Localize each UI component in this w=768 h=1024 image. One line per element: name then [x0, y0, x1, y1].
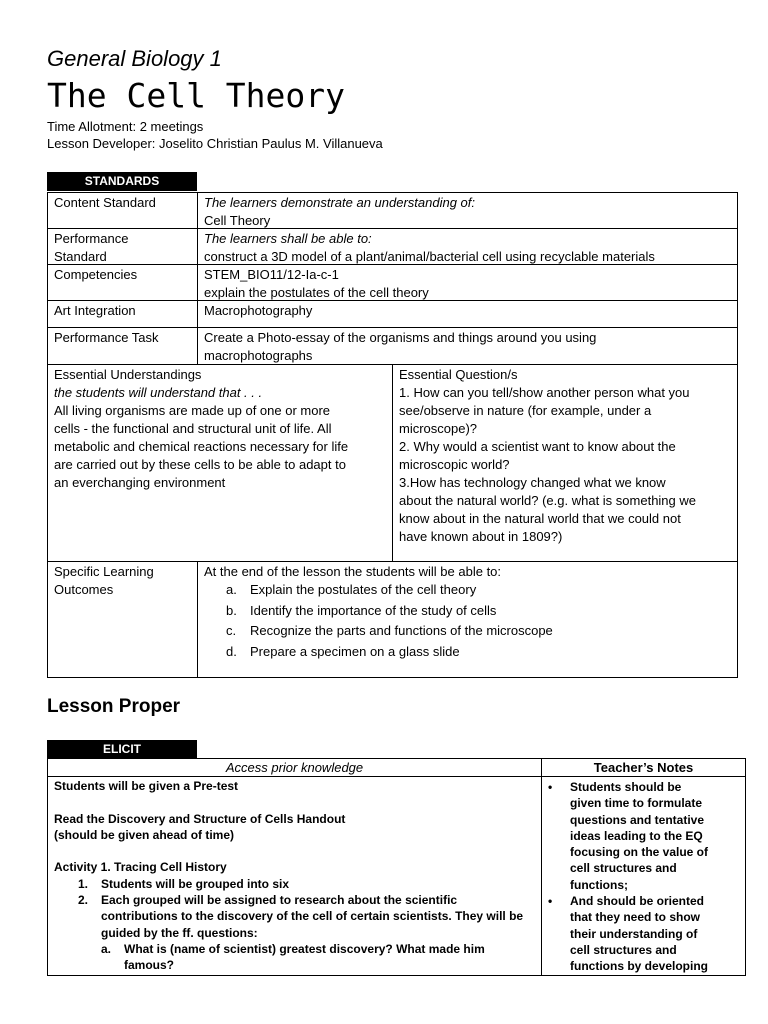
note-line: ideas leading to the EQ	[570, 828, 703, 843]
elicit-heading: ELICIT	[47, 740, 197, 759]
content-standard-value-cell	[197, 192, 738, 229]
teachers-notes-header: Teacher’s Notes	[541, 758, 746, 777]
competencies-label: Competencies	[54, 267, 138, 282]
teachers-notes-cell	[541, 776, 746, 976]
list-marker: 1.	[78, 876, 89, 891]
note-line: And should be oriented	[570, 894, 704, 909]
list-item	[546, 779, 741, 893]
eu-line: are carried out by these cells to be able to adapt to	[54, 457, 346, 472]
note-line: cell structures and	[570, 861, 677, 876]
note-line: cell structures and	[570, 942, 677, 957]
essential-understandings-label: Essential Understandings	[54, 367, 202, 382]
list-text: Identify the importance of the study of cells	[250, 602, 497, 618]
handout-note: (should be given ahead of time)	[54, 827, 235, 842]
eq-line: 1. How can you tell/show another person what you	[399, 385, 690, 400]
page-title: The Cell Theory	[47, 76, 346, 115]
lesson-developer: Lesson Developer: Joselito Christian Paulus M. Villanueva	[47, 136, 383, 151]
learning-outcomes-label-1: Specific Learning	[54, 564, 154, 579]
list-text: Recognize the parts and functions of the microscope	[250, 623, 553, 638]
list-item	[204, 602, 731, 623]
eq-line: microscope)?	[399, 421, 478, 436]
list-marker: b.	[226, 602, 237, 618]
list-marker: d.	[226, 643, 237, 659]
content-standard-label-cell	[47, 192, 198, 229]
list-item	[54, 876, 535, 892]
competencies-text: explain the postulates of the cell theory	[204, 285, 429, 300]
note-line: focusing on the value of	[570, 845, 709, 860]
performance-standard-label-2: Standard	[54, 249, 107, 264]
essential-questions-label: Essential Question/s	[399, 367, 518, 382]
content-standard-label: Content Standard	[54, 195, 156, 210]
list-text: Students will be grouped into six	[101, 876, 290, 891]
list-text: Each grouped will be assigned to research about the scientific	[101, 893, 458, 908]
list-item	[54, 892, 535, 941]
list-text: contributions to the discovery of the cell of certain scientists. They will be	[101, 909, 524, 924]
essential-understandings-cell	[47, 364, 393, 562]
list-marker: c.	[226, 623, 237, 638]
note-line: Students should be	[570, 780, 682, 794]
competencies-label-cell	[47, 264, 198, 301]
performance-task-value-cell	[197, 327, 738, 365]
subject-title: General Biology 1	[47, 46, 222, 71]
art-integration-label: Art Integration	[54, 303, 136, 318]
performance-standard-label-1: Performance	[54, 231, 129, 246]
art-integration-text: Macrophotography	[204, 303, 313, 318]
competencies-value-cell	[197, 264, 738, 301]
content-standard-intro: The learners demonstrate an understanding of:	[204, 195, 476, 210]
note-line: given time to formulate	[570, 796, 703, 811]
learning-outcomes-label-2: Outcomes	[54, 582, 114, 597]
bullet-icon: •	[548, 780, 553, 794]
performance-task-label-cell	[47, 327, 198, 365]
note-line: their understanding of	[570, 926, 698, 941]
art-integration-value-cell	[197, 300, 738, 328]
pretest-line: Students will be given a Pre-test	[54, 779, 239, 793]
eq-line: know about in the natural world that we could not	[399, 511, 681, 526]
eq-line: have known about in 1809?)	[399, 529, 563, 544]
essential-understandings-intro: the students will understand that . . .	[54, 385, 263, 400]
content-standard-text: Cell Theory	[204, 213, 271, 228]
list-marker: 2.	[78, 893, 89, 908]
note-line: that they need to show	[570, 910, 701, 925]
list-text: Explain the postulates of the cell theory	[250, 582, 477, 597]
eu-line: cells - the functional and structural unit of life. All	[54, 421, 332, 436]
learning-outcomes-intro: At the end of the lesson the students will be able to:	[204, 564, 502, 579]
eq-line: about the natural world? (e.g. what is something we	[399, 493, 697, 508]
note-line: functions by developing	[570, 959, 709, 974]
list-item	[546, 893, 741, 974]
list-item	[54, 941, 535, 974]
learning-outcomes-value-cell	[197, 561, 738, 678]
art-integration-label-cell	[47, 300, 198, 328]
list-marker: a.	[101, 941, 112, 956]
lesson-proper-heading: Lesson Proper	[47, 696, 181, 717]
list-text: famous?	[124, 958, 175, 973]
eu-line: an everchanging environment	[54, 475, 226, 490]
competencies-code: STEM_BIO11/12-Ia-c-1	[204, 267, 339, 282]
activity-title: Activity 1. Tracing Cell History	[54, 860, 227, 875]
bullet-icon: •	[548, 894, 553, 909]
eq-line: 2. Why would a scientist want to know about the	[399, 439, 676, 454]
list-text: What is (name of scientist) greatest discovery? What made him	[124, 941, 485, 956]
performance-standard-text: construct a 3D model of a plant/animal/bacterial cell using recyclable materials	[204, 249, 655, 264]
eq-line: see/observe in nature (for example, under a	[399, 403, 652, 418]
performance-standard-intro: The learners shall be able to:	[204, 231, 372, 246]
list-text: guided by the ff. questions:	[101, 925, 258, 940]
elicit-body-cell	[47, 776, 542, 976]
essential-questions-cell	[392, 364, 738, 562]
note-line: functions;	[570, 877, 628, 892]
performance-standard-label-cell	[47, 228, 198, 265]
list-item	[204, 643, 731, 664]
list-item	[204, 581, 731, 602]
handout-line: Read the Discovery and Structure of Cells Handout	[54, 811, 346, 826]
eu-line: metabolic and chemical reactions necessary for life	[54, 439, 349, 454]
standards-heading: STANDARDS	[47, 172, 197, 191]
elicit-column-header: Access prior knowledge	[47, 758, 542, 777]
eq-line: 3.How has technology changed what we know	[399, 475, 666, 490]
performance-task-text-2: macrophotographs	[204, 348, 313, 363]
performance-standard-value-cell	[197, 228, 738, 265]
eu-line: All living organisms are made up of one or more	[54, 403, 331, 418]
list-marker: a.	[226, 582, 237, 597]
time-allotment: Time Allotment: 2 meetings	[47, 119, 204, 134]
performance-task-text-1: Create a Photo-essay of the organisms and things around you using	[204, 330, 597, 345]
learning-outcomes-label-cell	[47, 561, 198, 678]
list-item	[204, 622, 731, 643]
list-text: Prepare a specimen on a glass slide	[250, 643, 460, 659]
eq-line: microscopic world?	[399, 457, 510, 472]
note-line: questions and tentative	[570, 812, 705, 827]
performance-task-label: Performance Task	[54, 330, 159, 345]
